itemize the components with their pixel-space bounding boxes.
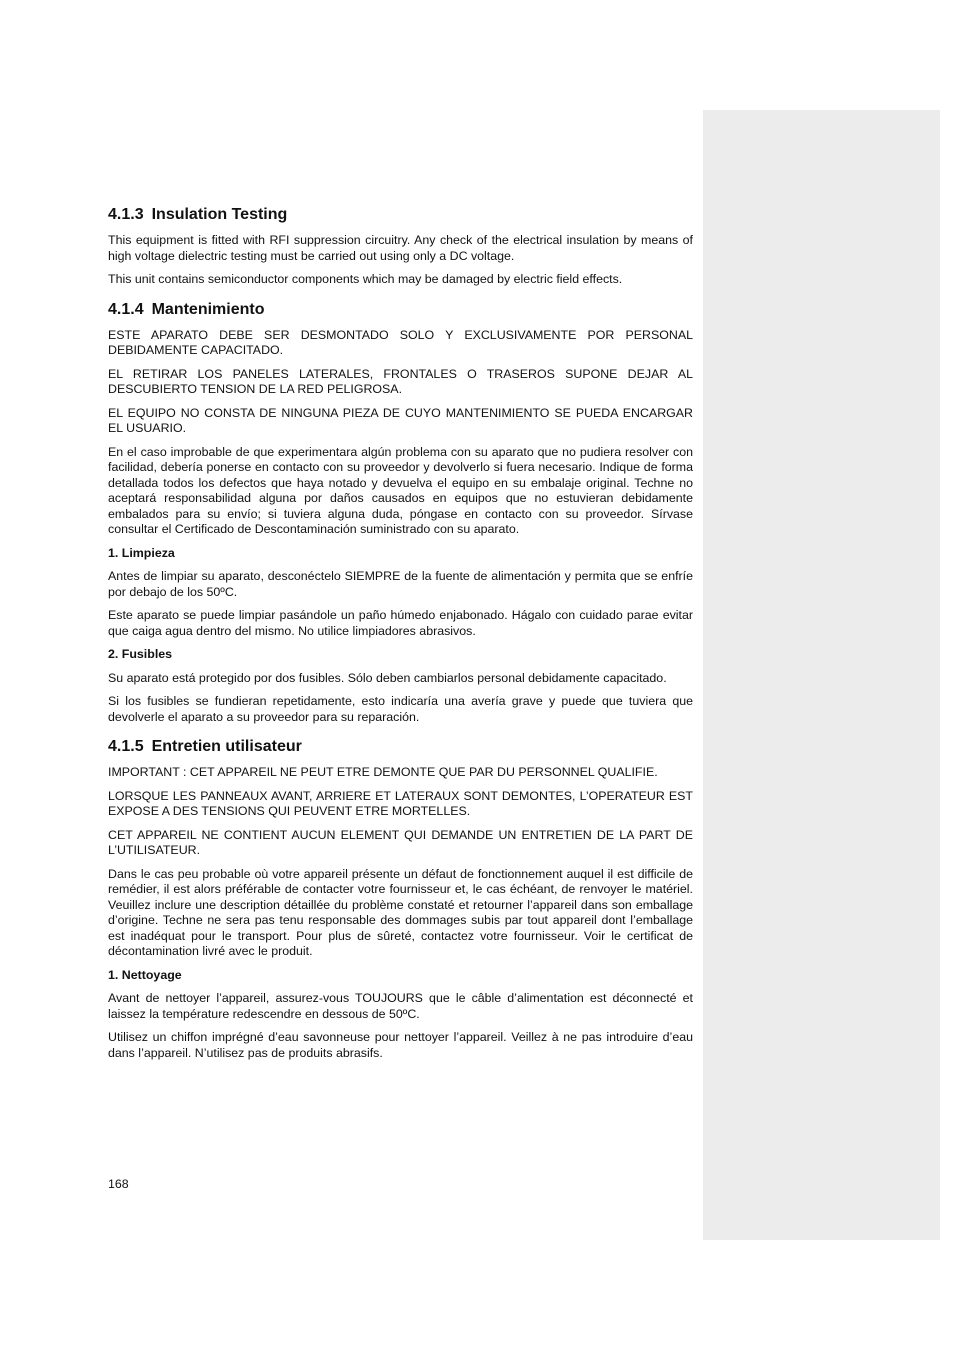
- comment-pane: [703, 110, 940, 1240]
- subsection-title: 2. Fusibles: [108, 647, 173, 661]
- section-heading: [108, 300, 693, 320]
- paragraph: Avant de nettoyer l’appareil, assurez-vous TOUJOURS que le câble d’alimentation est déconnecté et laissez la température redescendre en dessous de 50ºC.: [108, 991, 693, 1021]
- section-number: 4.1.3: [108, 206, 144, 223]
- section-heading: [108, 205, 693, 225]
- paragraph: Antes de limpiar su aparato, desconéctelo SIEMPRE de la fuente de alimentación y permita que se enfríe por debajo de los 50ºC.: [108, 569, 693, 599]
- subsection-title: 1. Limpieza: [108, 545, 175, 560]
- paragraph: Su aparato está protegido por dos fusibles. Sólo deben cambiarlos personal debidamente capacitado.: [108, 670, 667, 685]
- section-title: Insulation Testing: [151, 206, 288, 223]
- paragraph: LORSQUE LES PANNEAUX AVANT, ARRIERE ET LATERAUX SONT DEMONTES, L’OPERATEUR EST EXPOSE A DES TENSIONS QUI PEUVENT ETRE MORTELLES.: [108, 788, 693, 818]
- paragraph: ESTE APARATO DEBE SER DESMONTADO SOLO Y EXCLUSIVAMENTE POR PERSONAL DEBIDAMENTE CAPACITADO.: [108, 327, 693, 357]
- paragraph: EL RETIRAR LOS PANELES LATERALES, FRONTALES O TRASEROS SUPONE DEJAR AL DESCUBIERTO TENSION DE LA RED PELIGROSA.: [108, 366, 693, 396]
- paragraph: This unit contains semiconductor components which may be damaged by electric field effects.: [108, 272, 623, 286]
- paragraph: Dans le cas peu probable où votre appareil présente un défaut de fonctionnement auquel il est difficile de remédier, il est alors préférable de contacter votre fournisseur et, le cas échéant, de renvoyer le matériel. Veuillez inclure une description détaillée du problème constaté et retourner l’appareil dans son emballage d’origine. Techne ne sera pas tenu responsable des dommages subis par tout appareil dont l’emballage est inadéquat pour le transport. Pour plus de sûreté, contactez votre fournisseur. Voir le certificat de décontamination livré avec le produit.: [108, 866, 693, 958]
- section-heading: [108, 737, 693, 757]
- section-entretien-utilisateur: [108, 737, 693, 1061]
- paragraph: IMPORTANT : CET APPAREIL NE PEUT ETRE DEMONTE QUE PAR DU PERSONNEL QUALIFIE.: [108, 765, 658, 779]
- paragraph: Si los fusibles se fundieran repetidamente, esto indicaría una avería grave y puede que tuviera que devolverle el aparato a su proveedor para su reparación.: [108, 694, 693, 724]
- section-number: 4.1.5: [108, 738, 144, 755]
- paragraph: Este aparato se puede limpiar pasándole un paño húmedo enjabonado. Hágalo con cuidado parae evitar que caiga agua dentro del mismo. No utilice limpiadores abrasivos.: [108, 608, 693, 638]
- subsection-title: 1. Nettoyage: [108, 967, 182, 982]
- paragraph: EL EQUIPO NO CONSTA DE NINGUNA PIEZA DE CUYO MANTENIMIENTO SE PUEDA ENCARGAR EL USUARIO.: [108, 405, 693, 435]
- paragraph: En el caso improbable de que experimentara algún problema con su aparato que no pudiera resolver con facilidad, debería ponerse en contacto con su proveedor y devolverlo si fuera necesario. Indique de forma detallada todos los defectos que haya notado y devuelva el equipo en su embalaje original. Techne no aceptará responsabilidad alguna por daños causados en equipos que no estuvieran debidamente embalados para su envío; si tuviera alguna duda, póngase en contacto con su proveedor. Sírvase consultar el Certificado de Descontaminación suministrado con su aparato.: [108, 444, 693, 536]
- section-mantenimiento: [108, 300, 693, 726]
- section-number: 4.1.4: [108, 300, 144, 318]
- section-title: Entretien utilisateur: [151, 738, 302, 755]
- page-number: 168: [108, 1177, 129, 1191]
- paragraph: CET APPAREIL NE CONTIENT AUCUN ELEMENT QUI DEMANDE UN ENTRETIEN DE LA PART DE L’UTILISATEUR.: [108, 827, 693, 857]
- section-insulation-testing: [108, 205, 693, 288]
- document-body: [108, 205, 693, 1073]
- paragraph: Utilisez un chiffon imprégné d’eau savonneuse pour nettoyer l’appareil. Veillez à ne pas introduire d’eau dans l’appareil. N’utilisez pas de produits abrasifs.: [108, 1030, 693, 1060]
- paragraph: This equipment is fitted with RFI suppression circuitry. Any check of the electrical insulation by means of high voltage dielectric testing must be carried out using only a DC voltage.: [108, 233, 693, 263]
- section-title: Mantenimiento: [151, 300, 265, 318]
